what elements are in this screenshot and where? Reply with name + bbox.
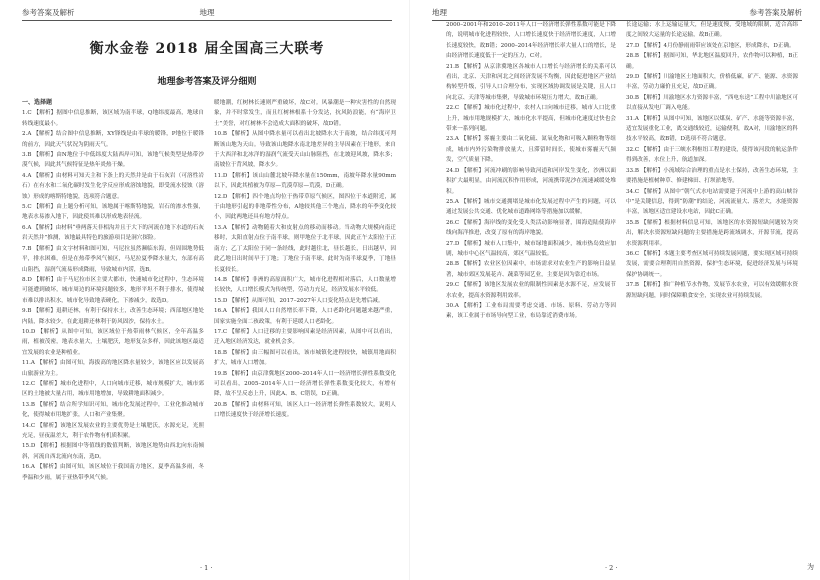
answer-item: 27.D 【解析】4月份静雨雨带应该处在京地区，形成降水，D正确。 — [626, 42, 795, 49]
answer-item: 13.A 【解析】动物随着大和皮射点的移动而移动。当动物大规模向南迁移时，太阳直射点位于南半球，则甲地位于北半球，因此正午太阳位于正南方；乙丁太阳位于同一条经线，此时越往北，昼长越长，日出越早，因此乙地日出时间早于丁地；丁地位于南半球，此时为南半球夏季，丁地昼长夏较长。 — [214, 224, 396, 273]
answer-item: 35.B 【解析】根据材料信息可知，该地区的水资源短缺问题较为突出，解决水资源短缺问题的主要措施是跨流域调水，开源节流，提高水资源利用率。 — [626, 219, 798, 247]
answer-item: 13.B 【解析】结合所学知识可知，城市化发展过程中，工业化推动城市化，使得城市用地扩张，人口和产业集聚。 — [22, 401, 204, 419]
answer-item: 26.C 【解析】海岸线的变化受人类活动影响显著，围海造陆使海岸线向海洋推进，改变了原有的海岸地貌。 — [446, 219, 616, 237]
answer-item: 5.C 【解析】由上题分析可知，该地属于喀斯特地貌，岩石的渗水性强，地表水易渗入地下，因此使其难以形成地表径流。 — [22, 204, 204, 221]
right-header-label: 参考答案及解析 — [749, 8, 802, 17]
answer-item: 14.C 【解析】该地区发展农业的主要优势是土壤肥沃，水源充足，光照充足，昼夜温差大，利于农作物有机质积累。 — [22, 422, 204, 439]
answer-item: 3.B 【解析】由N地位于中低纬度大陆西岸可知，该地气候类型是热带沙漠气候，因此其气候特征是热年炎热干燥。 — [22, 152, 204, 169]
answer-item: 12.C 【解析】城市化进程中，人口向城市迁移，城市规模扩大，城市郊区的土地被大量占用，城市用地增加，导致耕地面积减少。 — [22, 380, 204, 398]
answer-item: 8.D 【解析】由于马尼拉市区主要大都市，快速城市化过程中，生态环境可能遭到破坏，城市周边的环境问题较多，地形平坦不利于排水，使得城市难以排出积水，城市化导致地表硬化，下渗减少，故选D。 — [22, 276, 204, 304]
answer-item: 21.B 【解析】从京津冀地区各城市人口增长与经济增长的关系可以看出，北京、天津和河北之间经济发展不均衡，因此促进地区产业结构转型升级，引导人口合理分布，实现区域协调发展是关键，且人口向北京、天津等城市集聚，导致城市环境压力增大，故B正确。 — [446, 63, 616, 101]
answer-item: 18.B 【解析】由三幅图可以看出，该市城镇化进程较快，城镇用地面积扩大，城市人口增加。 — [214, 349, 396, 367]
left-page-number: · 1 · — [200, 564, 213, 572]
left-column-2 — [214, 98, 396, 558]
right-column-2 — [626, 20, 798, 560]
answer-item: 37.B 【解析】推广种植节水作物，发展节水农业，可以有效缓解水资源短缺问题，同时保障粮食安全，实现农业可持续发展。 — [626, 282, 798, 299]
answer-item: 2000–2001年和2010–2011年人口一经济增长弹性系数可能是下降的，说明城市化进程较快，人口增长速度快于经济增长速度，人口增长速度较快，故B错；2000–2014年经济增长率大量人口的增长，是由经济增长速度低于一定的压力，C对。 — [446, 22, 616, 60]
answer-item: 15.D 【解析】从图可知，2017–2027年人口变化特点是先增后减。 — [214, 297, 384, 304]
answer-item: 4.A 【解析】由材料可知天主和下条上的天然井是由于石灰岩（可溶性岩石）在有水和二氧化碳时发生化学反应形成溶蚀地貌，即受流水侵蚀（溶蚀）形成的喀斯特地貌，选项符合题意。 — [22, 172, 204, 200]
answer-item: 32.C 【解析】由于三峡水利枢纽工程的建设，使得该河段的航运条件得到改善，水位上升，航道加深。 — [626, 146, 798, 164]
margin-mark: 为 — [807, 563, 814, 571]
answer-item: 11.A 【解析】由图可知，海拔高的地区降水量较少，该地区应以发展高山旅游业为主。 — [22, 360, 204, 377]
answer-item: 20.B 【解析】由材料可知，该区人口一经济增长弹性系数较大，说明人口增长速度快于经济增长速度。 — [214, 401, 396, 419]
answer-item: 28.B 【解析】据图可知，华北地区温度回升，农作物可以种植，B正确。 — [626, 53, 798, 70]
answer-item: 长途运输；水上运输运量大，但是速度慢，受地域的限制，适合高纬度之间较大运量的长途运输，故B正确。 — [626, 22, 798, 39]
answer-item: 15.D 【解析】根据图中等值线的数值判断，该地区地势由西北向东南倾斜，河流自西北流向东南，选D。 — [22, 443, 204, 460]
answer-item: 19.B 【解析】由京津冀地区2000–2014年人口一经济增长弹性系数变化可以看出，2005–2014年人口一经济增长弹性系数变化较大，有增有降，故不呈反态上升，因此A、B、C错误，D正确。 — [214, 370, 396, 398]
right-header-subject: 地理 — [432, 8, 447, 17]
answer-item: 25.A 【解析】城市交通拥堵是城市化发展过程中产生的问题，可以通过发展公共交通、优化城市道路网络等措施加以缓解。 — [446, 198, 616, 216]
answer-item: 34.C 【解析】从图中“朝气式水电站需要建于河流中上游的高山峡谷中”是关键信息，得到“防潮”的结论，河流流量大、落差大，水能资源丰富，该地区适宜建设水电站，因此C正确。 — [626, 188, 798, 216]
answer-item: 10.B 【解析】从图中降水量可以看出北坡降水大于南坡，结合纬度可判断该山地为天山。导致该山地降水南北地差异的主导因素在于地形，来自于大西洋和北冰洋的湿润气流受天山山脉阻挡，在北坡迎风坡，降水多；南坡位于背风坡，降水少。 — [214, 131, 396, 169]
answer-item: 24.D 【解析】河流冲刷的影响导致河道和河岸发生变化，沙洲以面积扩大最明显，由河流沉积作用形成，河流携带泥沙在流速减缓处堆积。 — [446, 167, 616, 195]
left-page-header — [22, 6, 392, 21]
answer-item: 30.A 【解析】工业布局需要考虑交通、市场、原料、劳动力等因素，该工业属于市场导向型工业，布局靠近消费市场。 — [446, 302, 616, 320]
answer-item: 6.A 【解析】由材料“垂两落天非相沟并且于大下的河流在地下水道的石灰岩天然井”推测，该地最具特色的旅游项目是洞穴探险。 — [22, 224, 204, 242]
page-title: 衡水金卷 2018 届全国高三大联考 — [89, 41, 325, 57]
right-page — [410, 0, 820, 580]
answer-item: 30.B 【解析】川渝地区水力资源丰富，“西电东送”工程中川渝地区可以直接从发电厂调入电能。 — [626, 94, 798, 112]
page-subtitle: 地理参考答案及评分细则 — [157, 77, 257, 87]
answer-item: 16.A 【解析】我国人口自然增长率下降，人口老龄化问题越来越严重，国家实施全面二孩政策，有利于延缓人口老龄化。 — [214, 308, 396, 325]
answer-item: 36.C 【解析】本题主要考查区域可持续发展问题，要实现区域可持续发展，需要合理利用自然资源，保护生态环境，促进经济发展与环境保护协调统一。 — [626, 250, 798, 278]
answer-item: 10.D 【解析】从图中可知，该区域位于热带雨林气候区，全年高温多雨，植被茂密，地表水量大，土壤肥沃，地形复杂多样，因此该地区最适宜发展的农业是种植业。 — [22, 328, 204, 356]
left-header-subject: 地理 — [199, 8, 215, 17]
right-page-number: · 2 · — [605, 564, 618, 572]
answer-item: 28.B 【解析】农业区位因素中，市场需求对农业生产的影响日益显著，城市郊区发展花卉、蔬菜等园艺业，主要是因为靠近市场。 — [446, 261, 616, 278]
right-column-1 — [446, 20, 616, 560]
answer-item: 29.D 【解析】川渝地区土地面积大，价格低廉，矿产、能源、水资源丰富，劳动力廉价且充足，故D正确。 — [626, 74, 798, 91]
answer-item: 7.B 【解析】由文字材料和图可知，马尼拉虽然濒临东海，但周围地势低平，排水困难，但是在热带季风气候区，马尼拉夏季降水量大，东部有高山阻挡，湿润气流易形成降雨，导致城市内涝，选B。 — [22, 245, 204, 273]
answer-item: 11.D 【解析】该山山麓北坡年降水量在150mm，南坡年降水量90mm以下，因此其植被为草原—荒漠草原—荒漠，D正确。 — [214, 172, 396, 190]
answer-item: 暖地潮，红树林长速则严重破坏，故C对。风暴潮是一种灾害性的自然现象，并不时常发生，而且红树林根系十分发达，抗风防浪能，有“海岸卫士”美誉，对红树林不会造成大面积的破坏，故D错。 — [214, 100, 396, 127]
answer-item: 1.C 【解析】据图中信息推断，该区域为南半球，Q地纬度最高，地球自转线速度最小。 — [22, 110, 204, 127]
right-page-header — [432, 6, 802, 21]
answer-item: 29.C 【解析】该地区发展农业的限制性因素是水源不足，应发展节水农业，提高水资源利用效率。 — [446, 282, 616, 299]
answer-item: 2.A 【解析】结合图中信息推断，XY锋线是由半球的暖锋，P地位于暖锋的前方，因此天气状况为阴雨天气。 — [22, 131, 204, 148]
answer-item: 9.B 【解析】退耕还林，有利于保持水土，改善生态环境；西部地区地处内陆，降水较少，在此退耕还林利于防风固沙，保持水土。 — [22, 308, 204, 325]
section-heading: 一、选择题 — [22, 99, 53, 106]
answer-item: 22.C 【解析】城市化过程中，农村人口向城市迁移，城市人口比重上升，城市用地规模扩大，城市化水平提高，但城市化速度过快也会带来一系列问题。 — [446, 105, 616, 133]
left-column-1 — [22, 98, 204, 558]
answer-item: 23.A 【解析】雾霾主要由二氧化硫、氮氧化物和可吸入颗粒物等组成，城市内外污染物排放量大，且滞留时间长，使城市雾霾天气频发，空气质量下降。 — [446, 136, 616, 164]
left-header-label: 参考答案及解析 — [22, 8, 75, 17]
answer-item: 12.D 【解析】四个地点均位于热带草原气候区，图四位于本道附近，属于由地形引起的非地带性分布，A地较其他三个地点，降水的年季变化较小，因此两地还具有地方特点。 — [214, 193, 396, 221]
answer-item: 27.D 【解析】城市人口集中，城市绿地面积减少，城市热岛效应加剧，城市中心区气温较高，郊区气温较低。 — [446, 240, 616, 257]
answer-item: 14.B 【解析】非洲的高原面积广大，城市化进程相对落后，人口数量增长较快，人口增长模式为传统型，劳动力充足，经济发展水平较低。 — [214, 276, 396, 294]
answer-item: 33.B 【解析】小流域综合治理的重点是水土保持，改善生态环境，主要措施是植树种草、修建梯田、打坝淤地等。 — [626, 167, 798, 185]
answer-item: 16.A 【解析】由图可知，该区域位于我国南方地区，夏季高温多雨，冬季温和少雨，属于亚热带季风气候。 — [22, 464, 204, 481]
answer-item: 31.A 【解析】从图中可知，该地区以煤炭、矿产、水能等资源丰富，适宜发展重化工业，离交通线较近，运输便利，故A对，川渝地区的科技水平较高，故B错，D选项不符合题意。 — [626, 115, 798, 143]
answer-item: 17.C 【解析】人口迁移的主要影响因素是经济因素，从图中可以看出，迁入地区经济发达，就业机会多。 — [214, 328, 396, 346]
